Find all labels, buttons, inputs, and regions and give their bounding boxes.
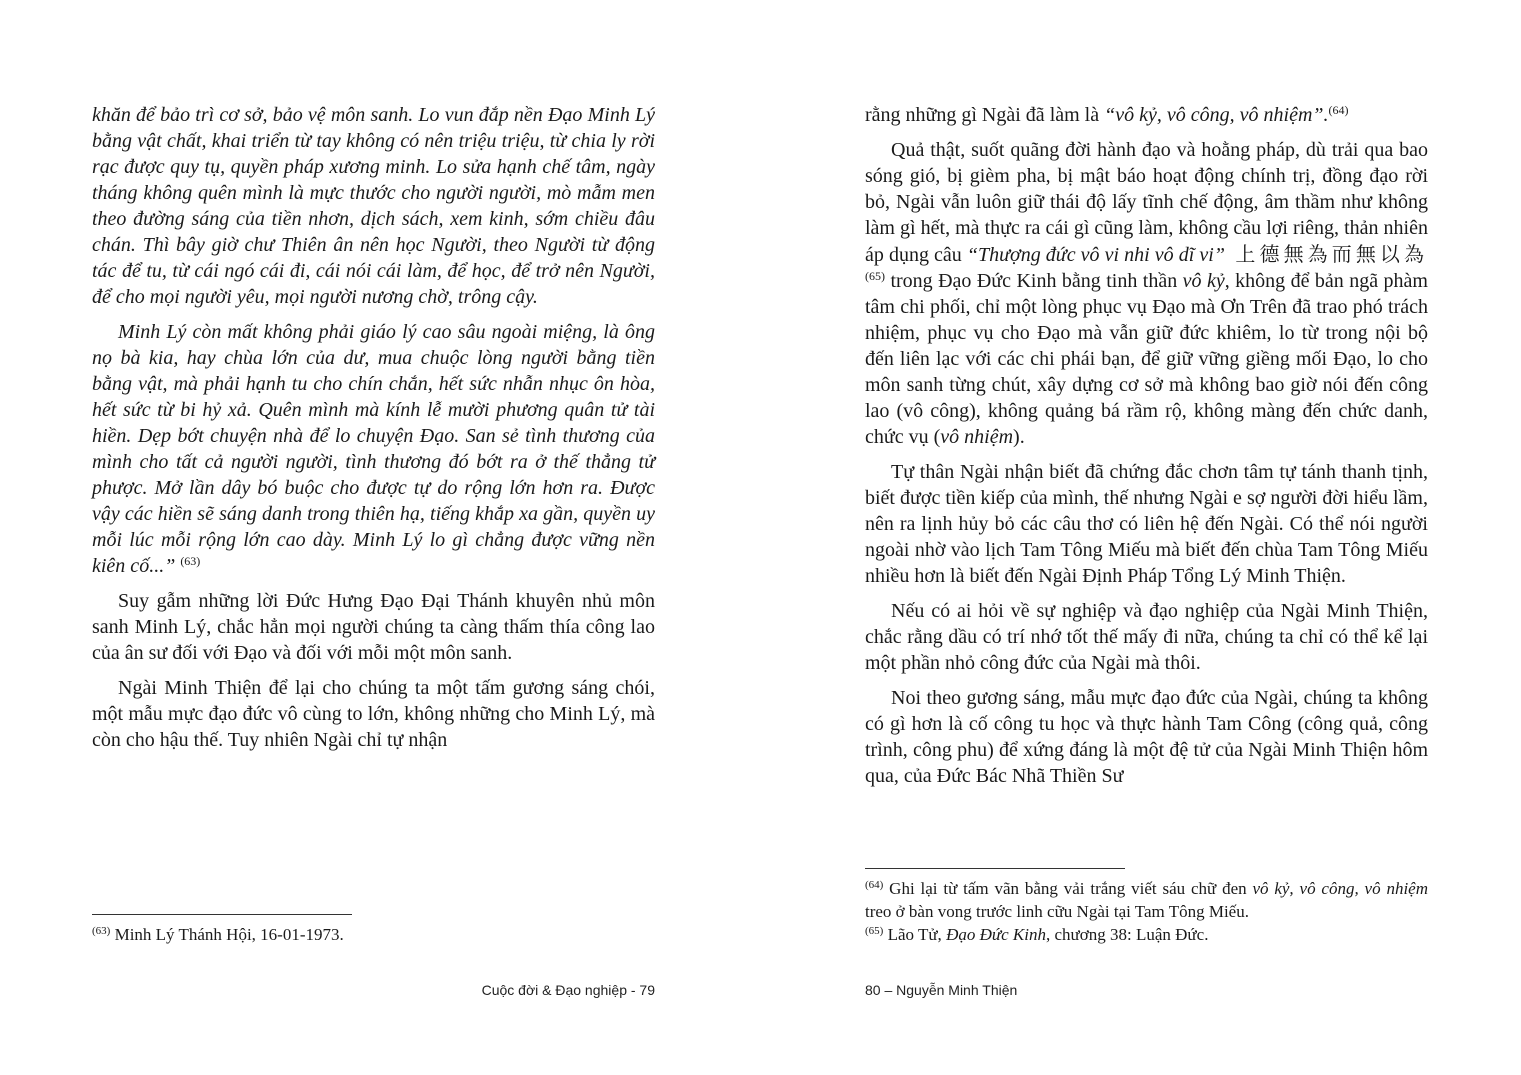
left-paragraph-2 xyxy=(92,319,655,579)
right-p1-text: rằng những gì Ngài đã làm là xyxy=(865,104,1105,126)
right-paragraph-2 xyxy=(865,137,1428,450)
right-p2-em: vô kỷ xyxy=(1182,270,1225,292)
footnote-divider xyxy=(865,868,1125,869)
footnote-divider xyxy=(92,914,352,915)
left-paragraph-3: Suy gẫm những lời Đức Hưng Đạo Đại Thánh khuyên nhủ môn sanh Minh Lý, chắc hẳn mọi người chúng ta càng thấm thía công lao của ân sư đối với Đạo và đối với mỗi một môn sanh. xyxy=(92,590,655,664)
right-p2-text-c: , không để bản ngã phàm tâm chi phối, chỉ một lòng phục vụ Đạo mà Ơn Trên đã trao phó trách nhiệm, phục vụ cho Đạo mà vẫn giữ đức khiêm, lo từ trong nội bộ đến liên lạc với các chi phái bạn, để giữ vững giềng mối Đạo, lo cho môn sanh từng chút, xây dựng cơ sở mà không bao giờ nói đến công lao (vô công), không quảng bá rầm rộ, không màng đến chức danh, chức vụ ( xyxy=(865,270,1428,448)
right-p2-text-b: trong Đạo Đức Kinh bằng tinh thần xyxy=(885,270,1183,292)
footnote-64-mark: (64) xyxy=(865,879,884,891)
right-p2-quote: “Thượng đức vô vi nhi vô dĩ vi” xyxy=(966,244,1225,266)
footnote-63-text: Minh Lý Thánh Hội, 16-01-1973. xyxy=(110,925,344,944)
footnote-64-text-a: Ghi lại từ tấm vãn bằng vải trắng viết sáu chữ đen xyxy=(883,879,1253,898)
right-p2-text-a: Quả thật, suốt quãng đời hành đạo và hoằng pháp, dù trải qua bao sóng gió, bị gièm pha, bị mật báo hoạt động chính trị, đồng đạo rời bỏ, Ngài vẫn luôn giữ thái độ lấy tĩnh chế động, âm thầm như không làm gì hết, mà thực ra cái gì cũng làm, không cầu lợi riêng, thản nhiên áp dụng câu xyxy=(865,139,1428,266)
right-paragraph-1 xyxy=(865,102,1428,128)
footnote-63-mark: (63) xyxy=(92,925,111,937)
left-page xyxy=(92,0,655,1075)
footnote-ref-65: (65) xyxy=(865,269,885,283)
chinese-quote: 上德無為而無以為 xyxy=(1224,242,1428,266)
right-paragraph-4: Nếu có ai hỏi về sự nghiệp và đạo nghiệp của Ngài Minh Thiện, chắc rằng dầu có trí nhớ tốt thế mấy đi nữa, chúng ta chỉ có thể kể lại một phần nhỏ công đức của Ngài mà thôi. xyxy=(865,600,1428,674)
right-p2-em2: vô nhiệm xyxy=(940,426,1014,448)
footnote-64-em: vô kỷ, vô công, vô nhiệm xyxy=(1252,879,1428,898)
right-paragraph-3: Tự thân Ngài nhận biết đã chứng đắc chơn tâm tự tánh thanh tịnh, biết được tiền kiếp của mình, thế nhưng Ngài e sợ người đời hiểu lầm, nên ra lịnh hủy bỏ các câu thơ có liên hệ đến Ngài. Có thể nói người ngoài nhờ vào lịch Tam Tông Miếu mà biết đến chùa Tam Tông Miếu nhiều hơn là biết đến Ngài Định Pháp Tổng Lý Minh Thiện. xyxy=(865,461,1428,587)
footnote-64-text-b: treo ở bàn vong trước linh cữu Ngài tại Tam Tông Miếu. xyxy=(865,902,1249,921)
right-paragraph-5: Noi theo gương sáng, mẫu mực đạo đức của Ngài, chúng ta không có gì hơn là cố công tu học và thực hành Tam Công (công quả, công trình, công phu) để xứng đáng là một đệ tử của Ngài Minh Thiện hôm qua, của Đức Bác Nhã Thiền Sư xyxy=(865,687,1428,787)
left-footnotes xyxy=(92,923,655,946)
footnote-65-mark: (65) xyxy=(865,925,884,937)
footnote-64 xyxy=(865,877,1428,923)
left-body xyxy=(92,102,655,762)
right-footnotes xyxy=(865,877,1428,946)
footnote-ref-64: (64) xyxy=(1328,103,1349,117)
right-page-footer: 80 – Nguyễn Minh Thiện xyxy=(865,982,1018,998)
left-page-footer: Cuộc đời & Đạo nghiệp - 79 xyxy=(481,982,655,998)
left-paragraph-4: Ngài Minh Thiện để lại cho chúng ta một tấm gương sáng chói, một mẫu mực đạo đức vô cùng to lớn, không những cho Minh Lý, mà còn cho hậu thế. Tuy nhiên Ngài chỉ tự nhận xyxy=(92,677,655,751)
footnote-65-text-a: Lão Tử, xyxy=(883,925,947,944)
right-p1-quote: “vô kỷ, vô công, vô nhiệm”. xyxy=(1104,104,1329,126)
left-paragraph-2-text: Minh Lý còn mất không phải giáo lý cao sâu ngoài miệng, là ông nọ bà kia, hay chùa lớn của dư, mua chuộc lòng người bằng tiền bằng vật, mà phải hạnh tu cho chín chắn, hết sức nhẫn nhục ôn hòa, hết sức từ bi hỷ xả. Quên mình mà kính lễ mười phương quân tử tài hiền. Dẹp bớt chuyện nhà để lo chuyện Đạo. San sẻ tình thương của mình cho tất cả người người, tình thương đó bớt ra ở thế thẳng tử phược. Mở lần dây bó buộc cho được tự do rộng lớn hơn ra. Được vậy các hiền sẽ sáng danh trong thiên hạ, tiếng khắp xa gần, quyền uy mỗi lúc mỗi rộng lớn cao dày. Minh Lý lo gì chẳng được vững nền kiên cố...” xyxy=(92,321,655,577)
right-p2-text-d: ). xyxy=(1013,426,1025,448)
footnote-65 xyxy=(865,923,1428,946)
left-paragraph-1: khăn để bảo trì cơ sở, bảo vệ môn sanh. Lo vun đắp nền Đạo Minh Lý bằng vật chất, khai triển từ tay không có nên triệu triệu, từ chia ly rời rạc được quy tụ, quyền pháp xương minh. Lo sửa hạnh chế tâm, ngày tháng không quên mình là mực thước cho người người, mò mẫm men theo đường sáng của tiền nhơn, dịch sách, xem kinh, sớm chiều đâu chán. Thì bây giờ chư Thiên ân nên học Người, theo Người từ động tác để tu, từ cái ngó cái đi, cái nói cái làm, để học, để trở nên Người, để cho mọi người yêu, mọi người nương chờ, trông cậy. xyxy=(92,104,655,308)
footnote-65-text-b: , chương 38: Luận Đức. xyxy=(1046,925,1209,944)
right-body xyxy=(865,102,1428,798)
footnote-65-em: Đạo Đức Kinh xyxy=(946,925,1046,944)
footnote-63 xyxy=(92,923,655,946)
right-page xyxy=(865,0,1428,1075)
footnote-ref-63: (63) xyxy=(180,554,201,568)
